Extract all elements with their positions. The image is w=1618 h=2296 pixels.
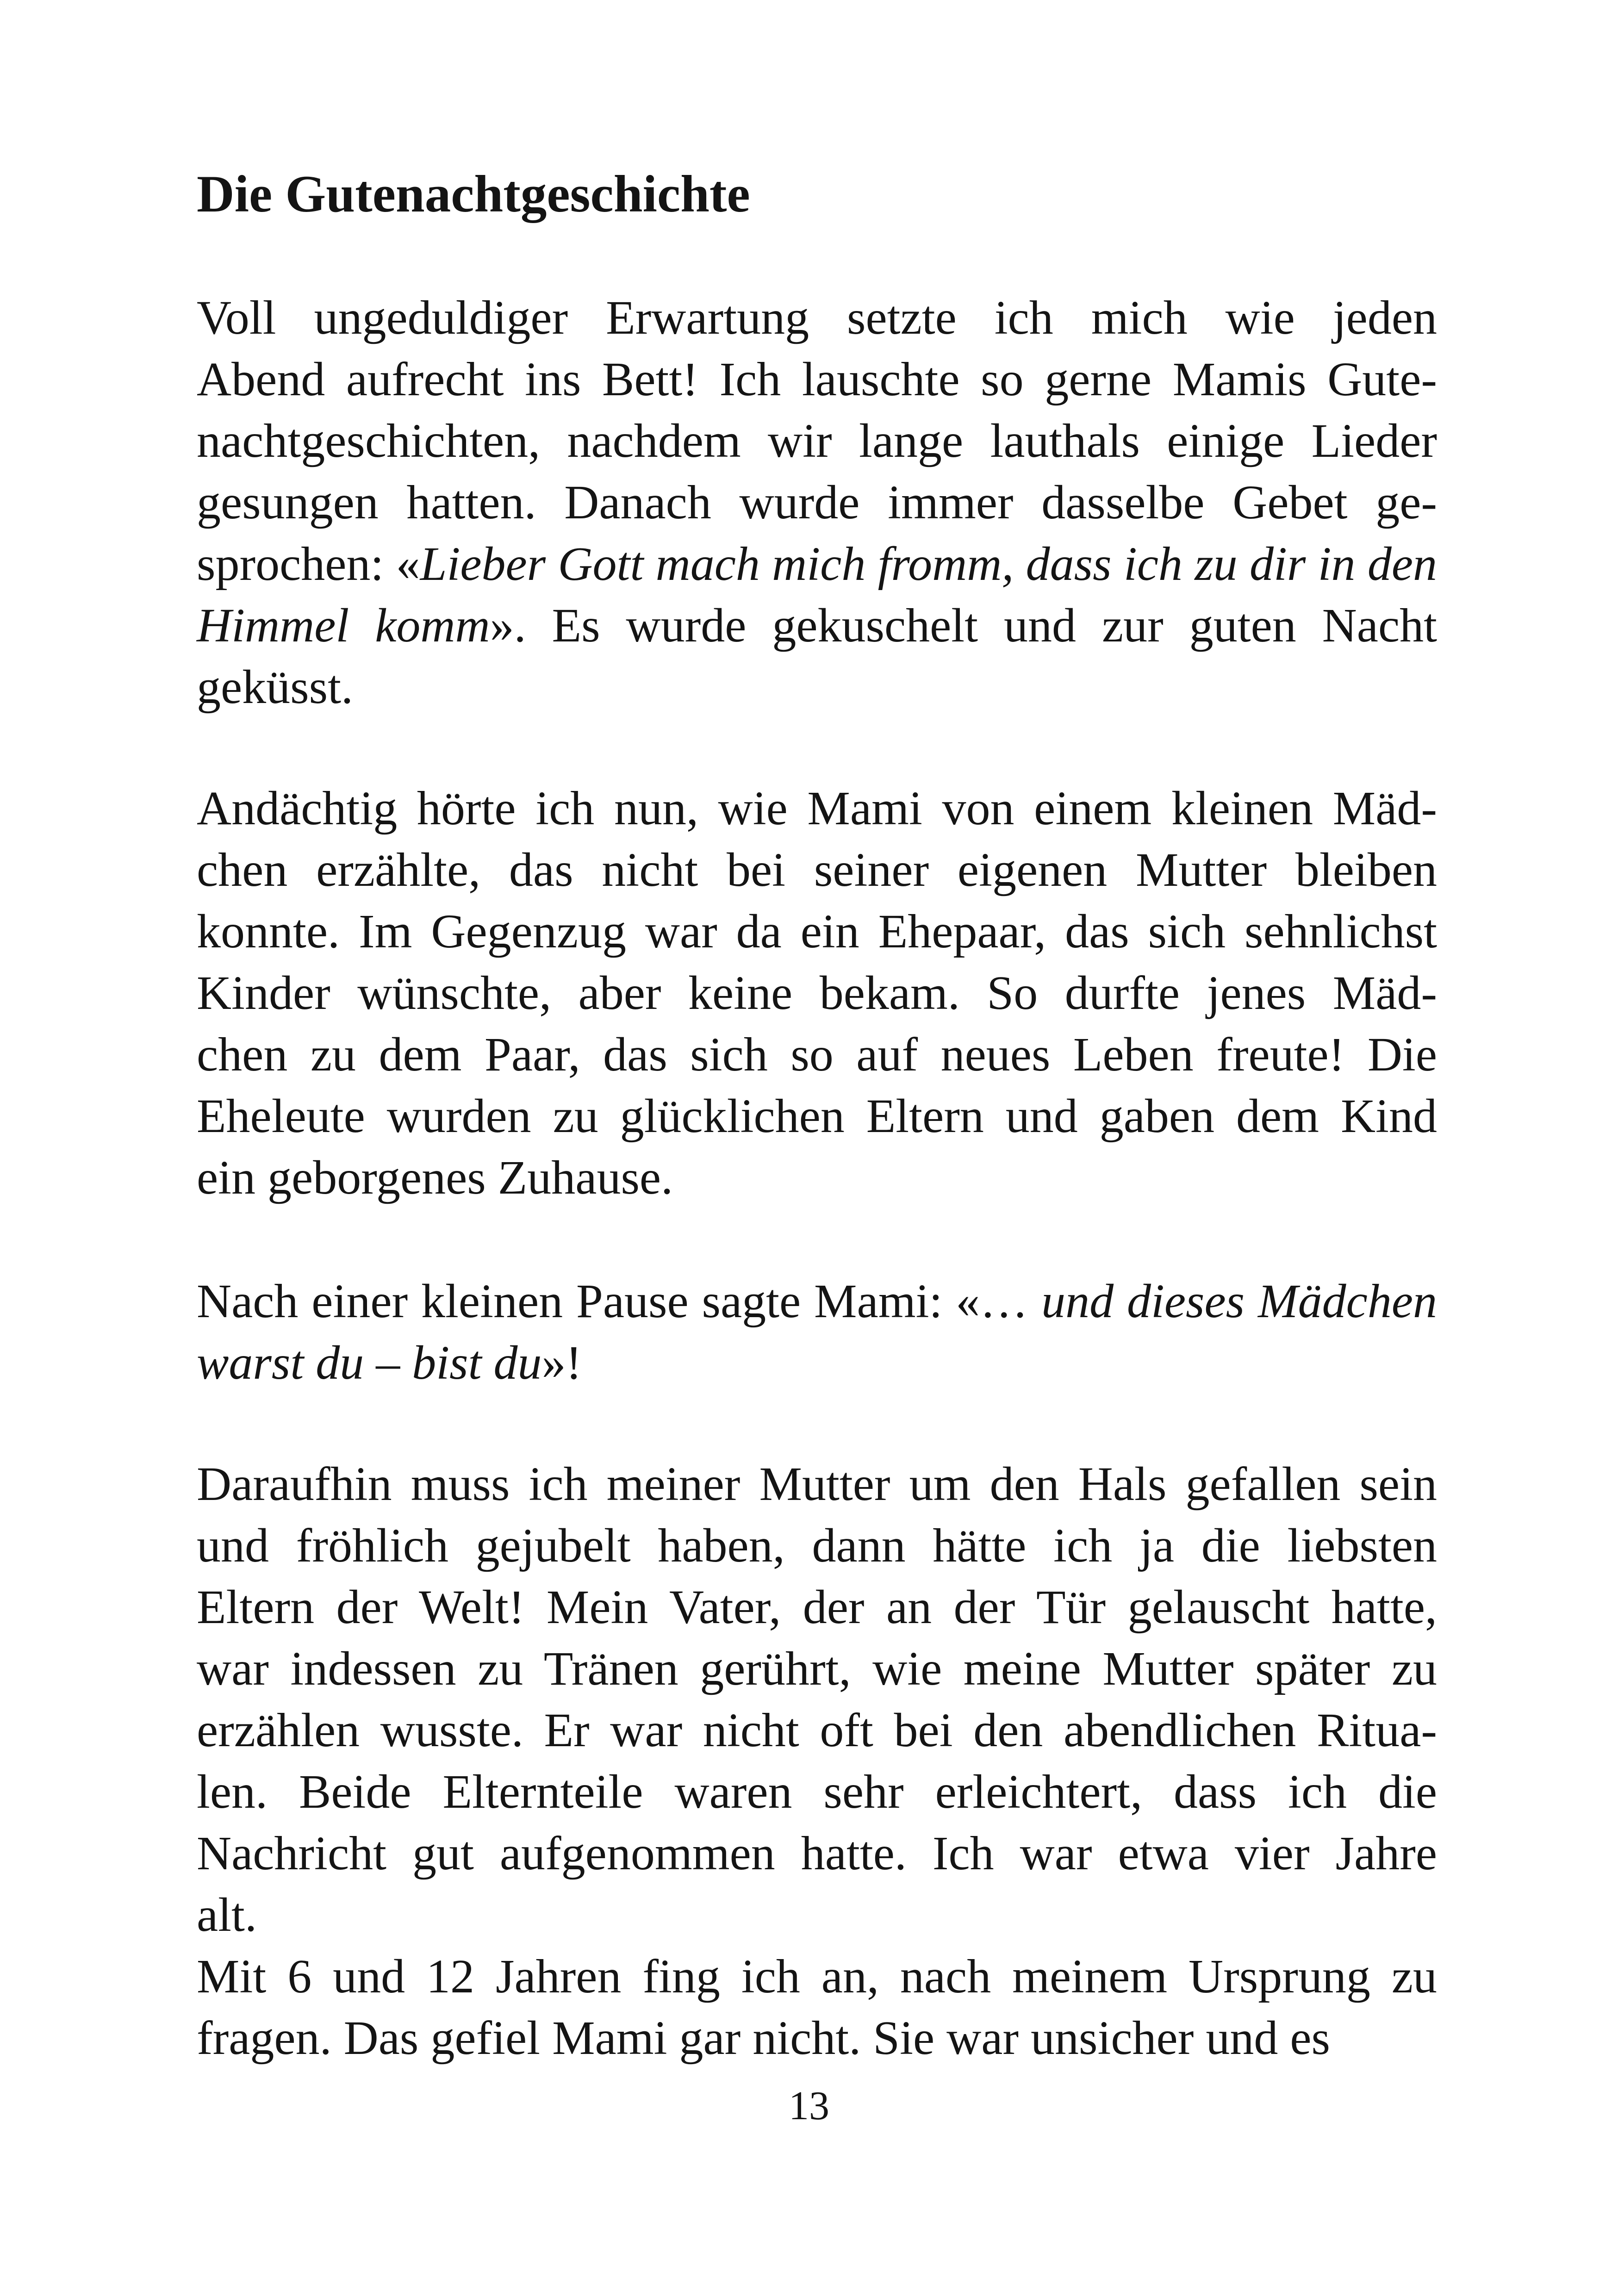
text-line [197,778,1437,839]
italic-text: warst du – bist du [197,1336,542,1389]
text-line [197,472,1437,533]
text-segment: chen erzählte, das nicht bei seiner eigenen Mutter bleiben [197,843,1437,896]
paragraph [197,1270,1437,1394]
text-line [197,656,1437,718]
text-line [197,1332,1437,1394]
text-line [197,1823,1437,1884]
text-line [197,962,1437,1024]
text-line [197,1147,1437,1208]
text-segment: Daraufhin muss ich meiner Mutter um den Hals gefallen sein [197,1457,1437,1511]
text-line [197,533,1437,595]
text-segment: fragen. Das gefiel Mami gar nicht. Sie war unsicher und es [197,2011,1330,2065]
text-segment: »! [541,1336,582,1389]
text-segment: Mit 6 und 12 Jahren fing ich an, nach meinem Ursprung zu [197,1950,1437,2003]
text-line [197,1638,1437,1699]
paragraph [197,287,1437,718]
italic-text: und dieses Mädchen [1041,1275,1437,1328]
text-segment: ». Es wurde gekuschelt und zur guten Nacht [490,599,1438,652]
text-line [197,2007,1437,2069]
italic-text: Lieber Gott mach mich fromm, dass ich zu dir in den [420,537,1437,591]
text-segment: Eheleute wurden zu glücklichen Eltern und gaben dem Kind [197,1089,1437,1143]
text-line [197,901,1437,962]
text-segment: len. Beide Elternteile waren sehr erleichtert, dass ich die [197,1765,1437,1818]
text-segment: Voll ungeduldiger Erwartung setzte ich mich wie jeden [197,291,1437,344]
text-line [197,1270,1437,1332]
text-segment: und fröhlich gejubelt haben, dann hätte ich ja die liebsten [197,1519,1437,1572]
chapter-heading: Die Gutenachtgeschichte [197,165,750,223]
text-segment: war indessen zu Tränen gerührt, wie meine Mutter später zu [197,1642,1437,1695]
text-line [197,1761,1437,1823]
text-segment: sprochen: « [197,537,420,591]
text-line [197,1515,1437,1576]
text-segment: Andächtig hörte ich nun, wie Mami von einem kleinen Mäd- [197,782,1437,835]
text-segment: Abend aufrecht ins Bett! Ich lauschte so gerne Mamis Gute- [197,353,1437,406]
text-line [197,1946,1437,2007]
paragraph [197,1453,1437,2069]
italic-text: Himmel komm [197,599,490,652]
text-line [197,348,1437,410]
text-segment: ein geborgenes Zuhause. [197,1151,673,1204]
text-segment: Nachricht gut aufgenommen hatte. Ich war etwa vier Jahre [197,1827,1437,1880]
text-segment: Nach einer kleinen Pause sagte Mami: «… [197,1275,1042,1328]
text-line [197,1884,1437,1946]
paragraph [197,778,1437,1208]
text-line [197,1699,1437,1761]
text-segment: gesungen hatten. Danach wurde immer dasselbe Gebet ge- [197,476,1437,529]
text-segment: nachtgeschichten, nachdem wir lange lauthals einige Lieder [197,414,1437,467]
text-line [197,287,1437,348]
text-line [197,1576,1437,1638]
text-line [197,410,1437,472]
text-segment: Eltern der Welt! Mein Vater, der an der Tür gelauscht hatte, [197,1580,1437,1634]
text-segment: konnte. Im Gegenzug war da ein Ehepaar, das sich sehnlichst [197,905,1437,958]
text-segment: alt. [197,1888,257,1941]
text-line [197,1085,1437,1147]
text-segment: chen zu dem Paar, das sich so auf neues Leben freute! Die [197,1028,1437,1081]
text-line [197,595,1437,656]
text-line [197,1453,1437,1515]
text-segment: erzählen wusste. Er war nicht oft bei den abendlichen Ritua- [197,1704,1437,1757]
page-number: 13 [789,2084,829,2128]
text-line [197,839,1437,901]
text-segment: Kinder wünschte, aber keine bekam. So durfte jenes Mäd- [197,966,1437,1020]
text-segment: geküsst. [197,660,353,714]
text-line [197,1024,1437,1085]
